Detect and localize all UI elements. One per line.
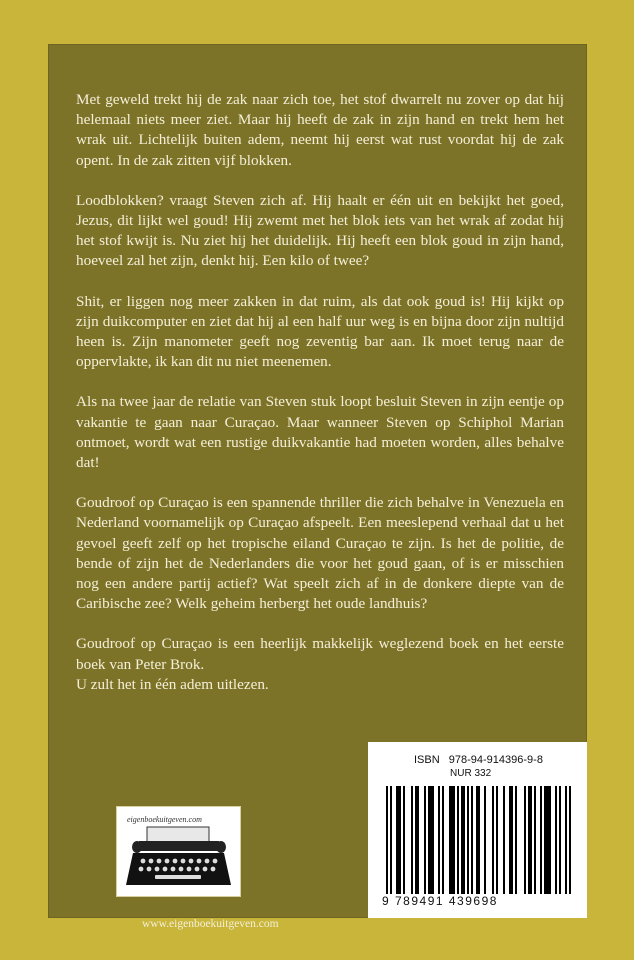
blurb-paragraph-5: Goudroof op Curaçao is een spannende thriller die zich behalve in Venezuela en Nederland voornamelijk op Curaçao afspeelt. Een meeslepend verhaal dat u het gevoel geeft zelf op het tropische eiland Curaçao te zijn. Is het de politie, de bende of zijn het de Nederlanders die voor het goud gaan, of is er misschien nog een andere partij actief? Wat speelt zich af in de donkere diepte van de Caribische zee? Welk geheim herbergt het oude landhuis? [76,494,564,613]
blurb-paragraph-6: Goudroof op Curaçao is een heerlijk makkelijk weglezend boek en het eerste boek van Peter Brok. [76,635,564,673]
isbn-line [414,754,543,766]
blurb-paragraph-3: Shit, er liggen nog meer zakken in dat ruim, als dat ook goud is! Hij kijkt op zijn duikcomputer en ziet dat hij al een half uur weg is en bijna door zijn nultijd heen is. Zijn manometer geeft nog zeventig bar aan. Ik moet terug naar de oppervlakte, ik kan dit nu niet meenemen. [76,292,564,371]
publisher-website: www.eigenboekuitgeven.com [142,918,279,930]
back-cover-panel [48,44,587,930]
publisher-logo-text: eigenboekuitgeven.com [127,815,202,824]
blurb-paragraph-2: Loodblokken? vraagt Steven zich af. Hij haalt er één uit en bekijkt het goed, Jezus, dit lijkt wel goud! Hij zwemt met het blok iets van het wrak af zodat hij het stof kwijt is. Nu ziet hij het duidelijk. Hij heeft een blok goud in zijn hand, hoeveel zal het zijn, denkt hij. Een kilo of twee? [76,191,564,270]
isbn-number: 978-94-914396-9-8 [448,754,543,766]
blurb-paragraph-4: Als na twee jaar de relatie van Steven stuk loopt besluit Steven in zijn eentje op vakantie te gaan naar Curaçao. Maar wanneer Steven op Schiphol Marian ontmoet, wordt wat een rustige duikvakantie had moeten worden, alles behalve dat! [76,393,564,472]
barcode-bars [386,786,572,894]
barcode-label [368,742,587,918]
blurb-paragraph-1: Met geweld trekt hij de zak naar zich toe, het stof dwarrelt nu zover op dat hij helemaal niets meer ziet. Maar hij heeft de zak in zijn hand en trekt hem het wrak uit. Lichtelijk buiten adem, neemt hij eerst wat rust voordat hij de zak opent. In de zak zitten vijf blokken. [76,91,564,169]
barcode-digits: 9 789491 439698 [382,894,572,908]
isbn-label: ISBN [414,754,440,766]
blurb-paragraph-7: U zult het in één adem uitlezen. [76,675,269,693]
publisher-logo [116,806,241,897]
blurb-text [76,90,564,695]
nur-code: NUR 332 [450,768,492,779]
